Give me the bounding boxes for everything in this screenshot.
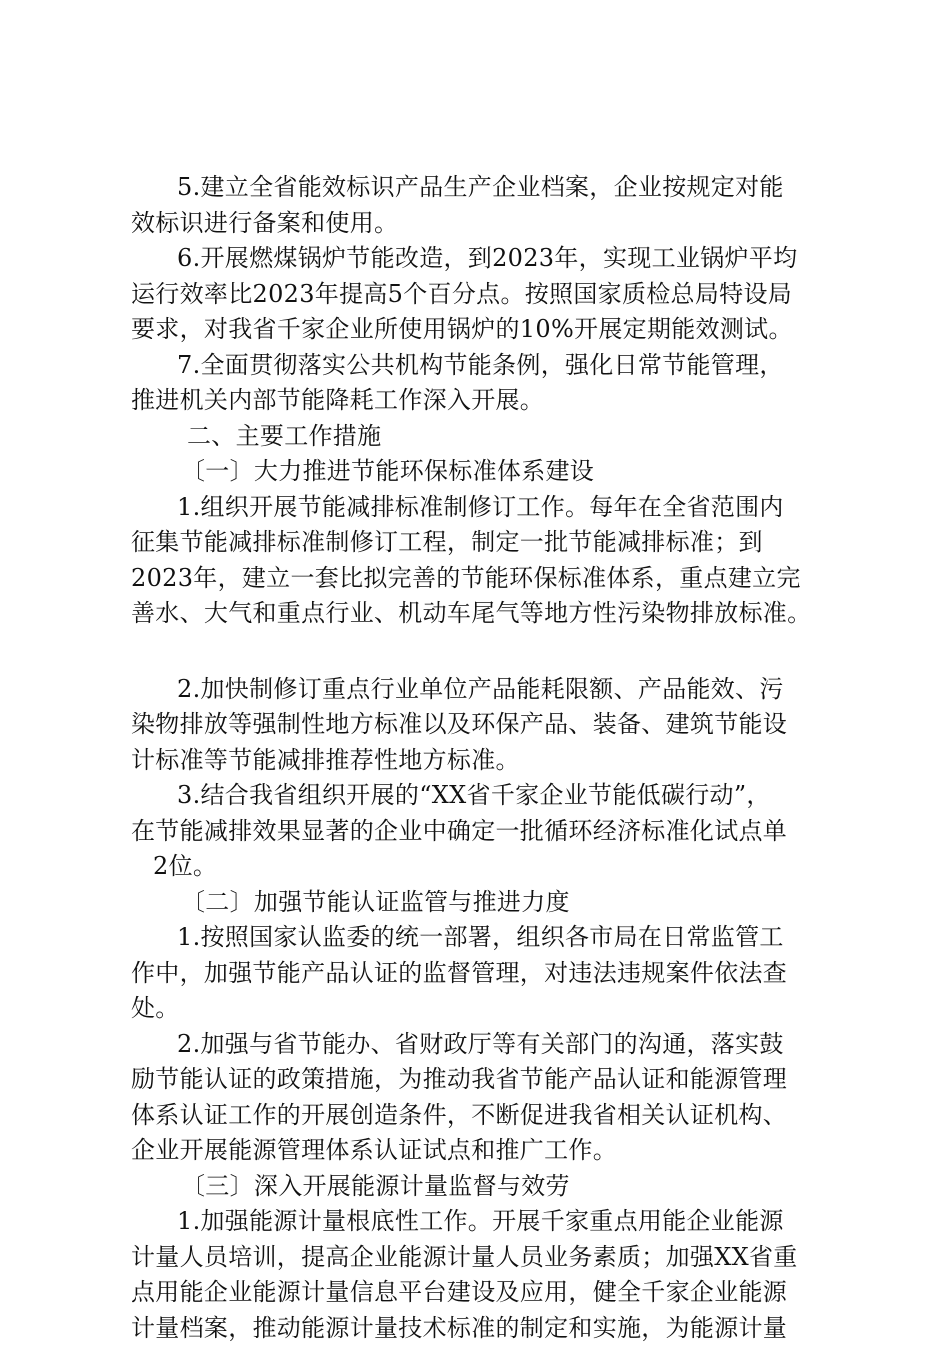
paragraph-line: 企业开展能源管理体系认证试点和推广工作。 [131,1133,821,1169]
paragraph-line: 2.加强与省节能办、省财政厅等有关部门的沟通，落实鼓 [131,1027,821,1063]
subsection-heading: 〔一〕大力推进节能环保标准体系建设 [131,454,821,490]
paragraph-line: 计标准等节能减排推荐性地方标准。 [131,743,821,779]
paragraph-line: 计量人员培训，提高企业能源计量人员业务素质；加强XX省重 [131,1240,821,1276]
paragraph-line: 计量档案，推动能源计量技术标准的制定和实施，为能源计量 [131,1311,821,1346]
blank-line [131,632,821,672]
paragraph-line: 1.加强能源计量根底性工作。开展千家重点用能企业能源 [131,1204,821,1240]
paragraph-line: 征集节能减排标准制修订工程，制定一批节能减排标准；到 [131,525,821,561]
paragraph-line: 要求，对我省千家企业所使用锅炉的10%开展定期能效测试。 [131,312,821,348]
paragraph-line: 7.全面贯彻落实公共机构节能条例，强化日常节能管理， [131,348,821,384]
paragraph-line: 5.建立全省能效标识产品生产企业档案，企业按规定对能 [131,170,821,206]
paragraph-line: 点用能企业能源计量信息平台建设及应用，健全千家企业能源 [131,1275,821,1311]
section-heading: 二、主要工作措施 [131,419,821,455]
paragraph-line: 运行效率比2023年提高5个百分点。按照国家质检总局特设局 [131,277,821,313]
paragraph-line: 体系认证工作的开展创造条件，不断促进我省相关认证机构、 [131,1098,821,1134]
paragraph-line: 处。 [131,991,821,1027]
subsection-heading: 〔二〕加强节能认证监管与推进力度 [131,885,821,921]
paragraph-line: 2023年，建立一套比拟完善的节能环保标准体系，重点建立完 [131,561,821,597]
paragraph-line: 励节能认证的政策措施，为推动我省节能产品认证和能源管理 [131,1062,821,1098]
paragraph-line: 3.结合我省组织开展的“XX省千家企业节能低碳行动”， [131,778,821,814]
paragraph-line: 2.加快制修订重点行业单位产品能耗限额、产品能效、污 [131,672,821,708]
paragraph-line: 1.组织开展节能减排标准制修订工作。每年在全省范围内 [131,490,821,526]
paragraph-line: 2位。 [131,849,821,885]
paragraph-line: 在节能减排效果显著的企业中确定一批循环经济标准化试点单 [131,814,821,850]
paragraph-line: 效标识进行备案和使用。 [131,206,821,242]
paragraph-line: 善水、大气和重点行业、机动车尾气等地方性污染物排放标准。 [131,596,821,632]
paragraph-line: 推进机关内部节能降耗工作深入开展。 [131,383,821,419]
paragraph-line: 6.开展燃煤锅炉节能改造，到2023年，实现工业锅炉平均 [131,241,821,277]
subsection-heading: 〔三〕深入开展能源计量监督与效劳 [131,1169,821,1205]
paragraph-line: 1.按照国家认监委的统一部署，组织各市局在日常监管工 [131,920,821,956]
paragraph-line: 染物排放等强制性地方标准以及环保产品、装备、建筑节能设 [131,707,821,743]
document-body [131,170,821,1346]
paragraph-line: 作中，加强节能产品认证的监督管理，对违法违规案件依法查 [131,956,821,992]
